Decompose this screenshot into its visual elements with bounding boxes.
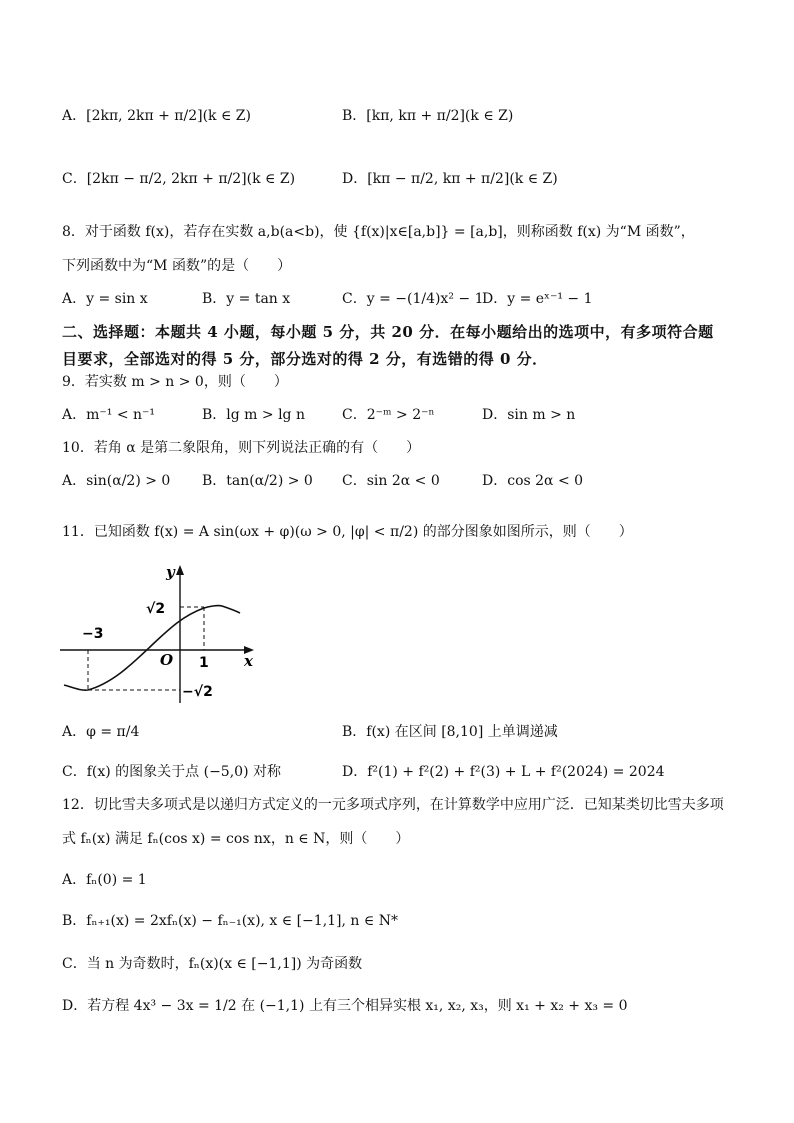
q7-option-a: A．[2kπ, 2kπ + π/2](k ∈ Z) (62, 108, 251, 124)
neg3-label: −3 (82, 626, 104, 642)
q10-option-d: D．cos 2α < 0 (482, 473, 584, 489)
q9-option-b: B．lg m > lg n (202, 407, 305, 423)
q11-option-d: D．f²(1) + f²(2) + f²(3) + L + f²(2024) = 2024 (342, 764, 665, 780)
y-axis-label: y (166, 563, 175, 581)
q12-option-d: D．若方程 4x³ − 3x = 1/2 在 (−1,1) 上有三个相异实根 x₁, x₂, x₃，则 x₁ + x₂ + x₃ = 0 (62, 998, 628, 1014)
q11-stem: 11．已知函数 f(x) = A sin(ωx + φ)(ω > 0, |φ| < π/2) 的部分图象如图所示，则（ ） (62, 524, 633, 540)
q10-option-c: C．sin 2α < 0 (342, 473, 440, 489)
q10-option-a: A．sin(α/2) > 0 (62, 473, 171, 489)
section2-heading-line2: 目要求，全部选对的得 5 分，部分选对的得 2 分，有选错的得 0 分． (62, 350, 548, 368)
q12-stem-line2: 式 fₙ(x) 满足 fₙ(cos x) = cos nx，n ∈ N，则（ ） (62, 831, 410, 847)
q12-option-c: C．当 n 为奇数时，fₙ(x)(x ∈ [−1,1]) 为奇函数 (62, 956, 363, 972)
q11-option-b: B．f(x) 在区间 [8,10] 上单调递减 (342, 724, 558, 740)
q12-stem-line1: 12．切比雪夫多项式是以递归方式定义的一元多项式序列，在计算数学中应用广泛．已知某类切比雪夫多项 (62, 797, 724, 813)
y-axis-arrow (176, 565, 184, 575)
q12-option-b: B．fₙ₊₁(x) = 2xfₙ(x) − fₙ₋₁(x), x ∈ [−1,1], n ∈ N* (62, 913, 398, 929)
q8-option-d: D．y = eˣ⁻¹ − 1 (482, 291, 593, 307)
q9-option-a: A．m⁻¹ < n⁻¹ (62, 407, 156, 423)
q7-option-b: B．[kπ, kπ + π/2](k ∈ Z) (342, 108, 514, 124)
q9-option-d: D．sin m > n (482, 407, 576, 423)
neg-sqrt2-label: −√2 (182, 684, 213, 700)
q10-stem: 10．若角 α 是第二象限角，则下列说法正确的有（ ） (62, 440, 421, 456)
q8-option-a: A．y = sin x (62, 291, 148, 307)
x-axis-label: x (244, 652, 253, 670)
origin-label: O (160, 651, 174, 669)
q11-option-a: A．φ = π/4 (62, 724, 140, 740)
q8-stem-line1: 8．对于函数 f(x)，若存在实数 a,b(a<b)，使 {f(x)|x∈[a,b]} = [a,b]，则称函数 f(x) 为“M 函数”， (62, 224, 695, 240)
q7-option-d: D．[kπ − π/2, kπ + π/2](k ∈ Z) (342, 171, 558, 187)
q8-option-c: C．y = −(1/4)x² − 1 (342, 291, 484, 307)
q8-option-b: B．y = tan x (202, 291, 291, 307)
q11-option-c: C．f(x) 的图象关于点 (−5,0) 对称 (62, 764, 281, 780)
sine-curve (64, 606, 240, 691)
sine-graph-figure (58, 563, 268, 708)
q9-stem: 9．若实数 m > n > 0，则（ ） (62, 374, 288, 390)
q10-option-b: B．tan(α/2) > 0 (202, 473, 313, 489)
one-label: 1 (199, 655, 209, 671)
q8-stem-line2: 下列函数中为“M 函数”的是（ ） (62, 258, 292, 274)
q12-option-a: A．fₙ(0) = 1 (62, 872, 147, 888)
q7-option-c: C．[2kπ − π/2, 2kπ + π/2](k ∈ Z) (62, 171, 296, 187)
sqrt2-label: √2 (146, 601, 166, 617)
q9-option-c: C．2⁻ᵐ > 2⁻ⁿ (342, 407, 435, 423)
section2-heading-line1: 二、选择题：本题共 4 小题，每小题 5 分，共 20 分．在每小题给出的选项中，有多项符合题 (62, 323, 714, 341)
